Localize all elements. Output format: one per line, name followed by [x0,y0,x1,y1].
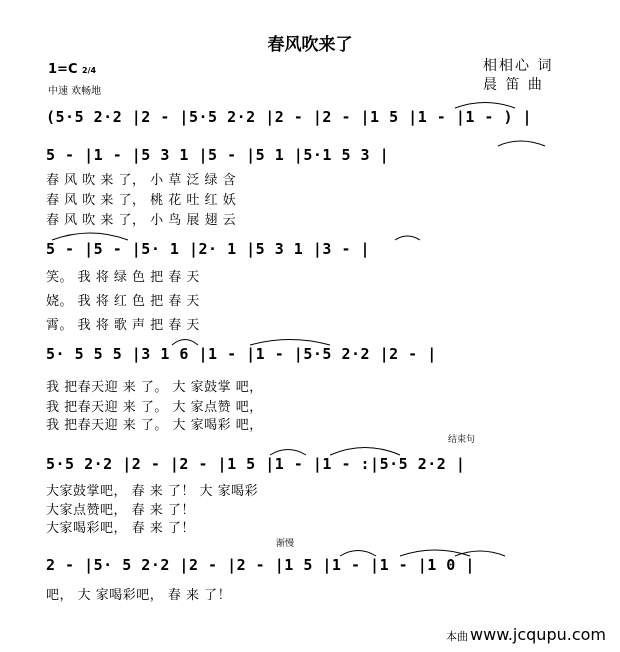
lyric-line-2-verse-3: 春 风 吹 来 了， 小 鸟 展 翅 云 [46,213,237,228]
ritardando-annotation: 渐慢 [276,539,295,549]
lyric-line-2-verse-2: 春 风 吹 来 了， 桃 花 吐 红 妖 [46,193,237,208]
time-signature: 2/4 [82,66,97,75]
score-line-3: 5 - |5 - |5· 1 |2· 1 |5 3 1 |3 - | [46,240,371,258]
lyric-line-4-verse-2: 我 把春天迎 来 了。 大 家点赞 吧， [46,400,263,415]
slur [250,340,330,346]
lyric-line-5-verse-1: 大家鼓掌吧， 春 来 了！ 大 家喝彩 [46,484,259,499]
slur [52,233,128,240]
slur [455,103,515,109]
tempo-marking: 中速 欢畅地 [48,86,102,97]
lyric-line-4-verse-3: 我 把春天迎 来 了。 大 家喝彩 吧， [46,418,263,433]
lyricist-credit: 相相心 词 [483,58,554,74]
score-line-5: 5·5 2·2 |2 - |2 - |1 5 |1 - |1 - :|5·5 2·2 | [46,455,466,473]
ending-annotation: 结束句 [448,435,476,445]
song-title: 春风吹来了 [267,35,353,55]
score-line-1: (5·5 2·2 |2 - |5·5 2·2 |2 - |2 - |1 5 |1 - |1 - ) | [46,108,533,126]
lyric-line-3-verse-3: 霄。 我 将 歌 声 把 春 天 [46,318,200,333]
footer-site: www.jcqupu.com [470,625,606,644]
key-label: 1=C [48,62,78,77]
lyric-line-2-verse-1: 春 风 吹 来 了， 小 草 泛 绿 含 [46,173,237,188]
lyric-line-5-verse-3: 大家喝彩吧， 春 来 了！ [46,521,195,536]
lyric-line-3-verse-2: 娆。 我 将 红 色 把 春 天 [46,294,200,309]
score-line-4: 5· 5 5 5 |3 1 6 |1 - |1 - |5·5 2·2 |2 - | [46,345,437,363]
slur [330,448,400,456]
slur [270,450,306,456]
score-line-2: 5 - |1 - |5 3 1 |5 - |5 1 |5·1 5 3 | [46,146,390,164]
lyric-line-3-verse-1: 笑。 我 将 绿 色 把 春 天 [46,270,200,285]
composer-credit: 晨 笛 曲 [483,77,544,93]
slur [400,550,470,556]
slur [172,340,198,346]
site-footer [446,625,606,644]
lyric-line-6-verse-1: 吧， 大 家喝彩吧， 春 来 了！ [46,588,232,603]
slur [340,551,376,557]
score-line-6: 2 - |5· 5 2·2 |2 - |2 - |1 5 |1 - |1 - |1 0 | [46,556,475,574]
footer-label: 本曲 [446,630,469,643]
slur [498,141,545,146]
slur [395,236,420,240]
slur [455,551,505,556]
lyric-line-5-verse-2: 大家点赞吧， 春 来 了！ [46,503,195,518]
lyric-line-4-verse-1: 我 把春天迎 来 了。 大 家鼓掌 吧， [46,380,263,395]
